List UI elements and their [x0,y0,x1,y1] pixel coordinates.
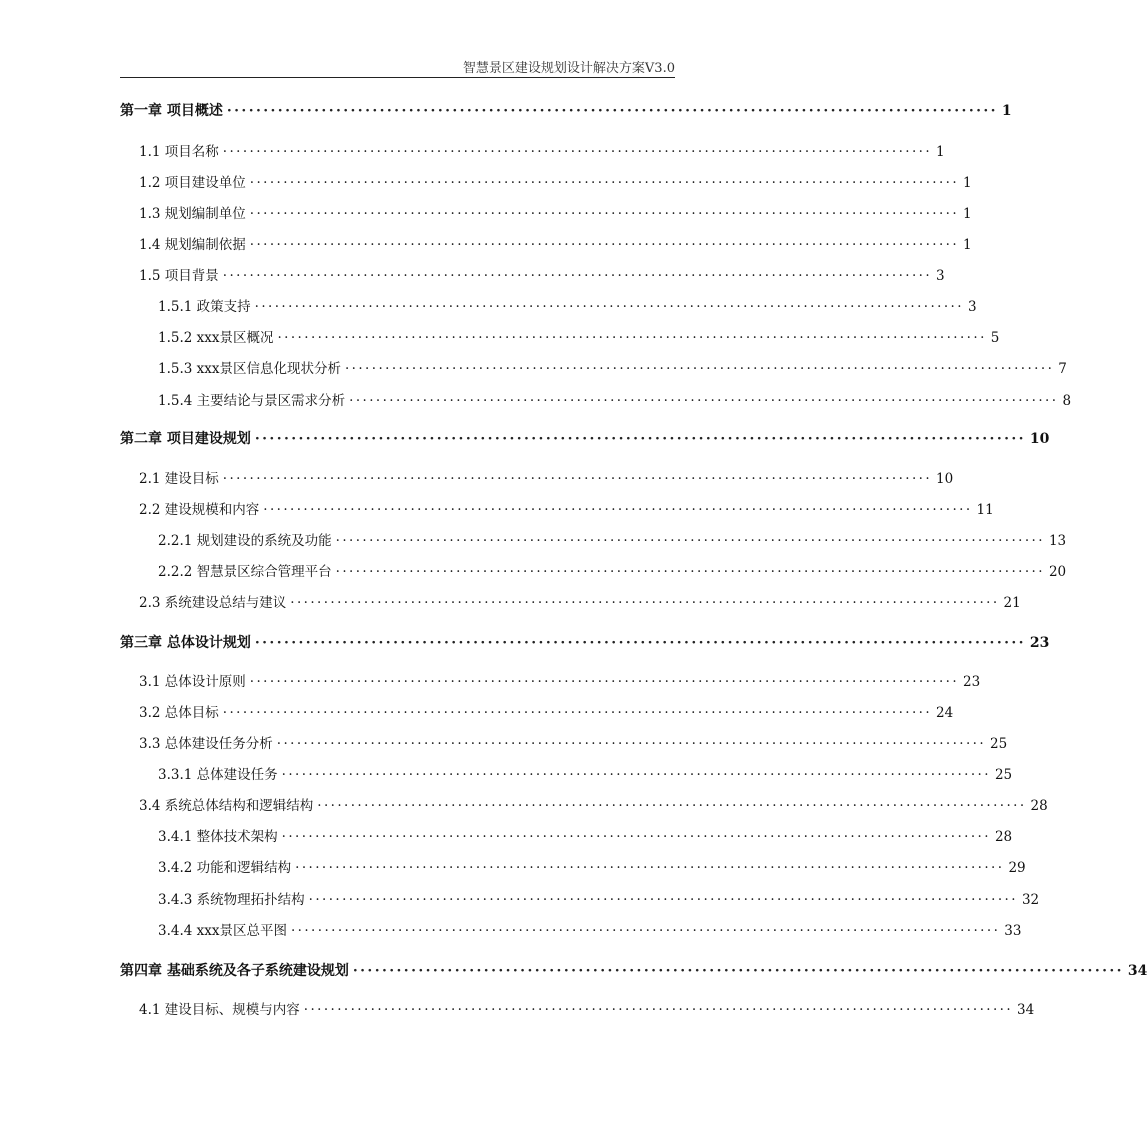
toc-entry-4-1[interactable] [139,999,1035,1021]
toc-page-number: 10 [1029,431,1050,447]
toc-leader-dots: ·········································································································· [222,268,933,284]
toc-entry-label: 1.2 项目建设单位 [139,175,246,191]
toc-page-number: 7 [1058,361,1067,377]
toc-entry-label: 2.2.2 智慧景区综合管理平台 [158,564,332,580]
toc-entry-label: 2.2 建设规模和内容 [139,502,260,518]
toc-entry-label: 1.5.3 xxx景区信息化现状分析 [158,361,341,377]
toc-page-number: 23 [963,674,981,690]
toc-page-number: 25 [990,736,1008,752]
toc-leader-dots: ·········································································································· [249,175,960,191]
toc-leader-dots: ·········································································································· [254,299,964,315]
toc-page-number: 33 [1004,923,1022,939]
toc-page-number: 24 [936,705,954,721]
toc-entry-label: 3.4.4 xxx景区总平图 [158,923,287,939]
toc-entry-2-2-1[interactable] [158,530,1067,552]
toc-entry-label: 1.5.4 主要结论与景区需求分析 [158,393,346,409]
toc-entry-3-4-2[interactable] [158,857,1026,879]
toc-entry-1-1[interactable] [139,141,945,163]
toc-leader-dots: ·········································································································· [249,674,960,690]
toc-page-number: 25 [994,767,1013,783]
toc-entry-3-4[interactable] [139,795,1048,817]
toc-leader-dots: ·········································································································· [226,103,998,119]
toc-entry-2-3[interactable] [139,592,1021,614]
toc-leader-dots: ·········································································································· [335,533,1045,549]
toc-leader-dots: ·········································································································· [222,471,933,487]
toc-page-number: 32 [1021,892,1040,908]
toc-entry-label: 4.1 建设目标、规模与内容 [139,1002,300,1018]
toc-entry-label: 1.5.1 政策支持 [158,299,251,315]
toc-entry-label: 第三章 总体设计规划 [120,635,251,651]
toc-page-number: 1 [963,175,972,191]
toc-entry-2-1[interactable] [139,468,954,490]
toc-page-number: 28 [994,829,1013,845]
toc-entry-label: 第二章 项目建设规划 [120,431,251,447]
toc-page-number: 1 [963,237,972,253]
toc-entry-chapter-2[interactable] [120,428,1050,450]
toc-entry-3-4-4[interactable] [158,920,1022,942]
document-title: 智慧景区建设规划设计解决方案V3.0 [462,61,675,76]
toc-entry-2-2[interactable] [139,499,994,521]
toc-entry-1-5-3[interactable] [158,358,1067,380]
toc-page-number: 1 [1001,103,1012,119]
toc-leader-dots: ·········································································································· [277,330,987,346]
toc-entry-1-3[interactable] [139,203,972,225]
toc-leader-dots: ·········································································································· [290,923,1001,939]
toc-entry-label: 1.4 规划编制依据 [139,237,246,253]
toc-leader-dots: ·········································································································· [281,767,991,783]
toc-page-number: 8 [1062,393,1072,409]
toc-entry-label: 3.4.3 系统物理拓扑结构 [158,892,305,908]
toc-page-number: 20 [1048,564,1067,580]
toc-leader-dots: ·········································································································· [308,892,1018,908]
toc-entry-1-4[interactable] [139,234,972,256]
toc-entry-2-2-2[interactable] [158,561,1067,583]
toc-entry-label: 3.2 总体目标 [139,705,219,721]
toc-page-number: 11 [976,502,994,518]
toc-leader-dots: ·········································································································· [249,237,960,253]
toc-entry-3-3[interactable] [139,733,1008,755]
toc-page-number: 29 [1008,860,1026,876]
toc-leader-dots: ·········································································································· [222,144,933,160]
toc-entry-3-3-1[interactable] [158,764,1013,786]
toc-entry-label: 2.2.1 规划建设的系统及功能 [158,533,332,549]
toc-entry-label: 2.3 系统建设总结与建议 [139,595,287,611]
toc-entry-label: 1.1 项目名称 [139,144,219,160]
toc-leader-dots: ·········································································································· [249,206,960,222]
toc-entry-label: 3.1 总体设计原则 [139,674,246,690]
toc-entry-1-5-1[interactable] [158,296,977,318]
toc-entry-label: 1.5 项目背景 [139,268,219,284]
toc-entry-1-5-4[interactable] [158,390,1072,412]
toc-leader-dots: ·········································································································· [263,502,973,518]
toc-entry-chapter-1[interactable] [120,100,1012,122]
toc-leader-dots: ·········································································································· [254,635,1026,651]
toc-entry-3-2[interactable] [139,702,954,724]
toc-page-number: 21 [1003,595,1021,611]
toc-leader-dots: ·········································································································· [317,798,1027,814]
toc-page-number: 28 [1030,798,1048,814]
toc-entry-label: 1.5.2 xxx景区概况 [158,330,274,346]
toc-entry-chapter-3[interactable] [120,632,1050,654]
toc-page-number: 1 [936,144,945,160]
toc-leader-dots: ·········································································································· [352,963,1124,979]
toc-leader-dots: ·········································································································· [335,564,1045,580]
toc-leader-dots: ·········································································································· [276,736,987,752]
toc-leader-dots: ·········································································································· [303,1002,1014,1018]
toc-entry-1-2[interactable] [139,172,972,194]
toc-entry-label: 2.1 建设目标 [139,471,219,487]
toc-entry-label: 第一章 项目概述 [120,103,223,119]
toc-page-number: 1 [963,206,972,222]
toc-entry-label: 3.4.2 功能和逻辑结构 [158,860,292,876]
toc-page-number: 23 [1029,635,1050,651]
toc-entry-label: 3.4 系统总体结构和逻辑结构 [139,798,314,814]
toc-page-number: 34 [1017,1002,1035,1018]
toc-entry-label: 3.3 总体建设任务分析 [139,736,273,752]
toc-entry-1-5-2[interactable] [158,327,1000,349]
toc-leader-dots: ·········································································································· [222,705,933,721]
toc-entry-label: 3.3.1 总体建设任务 [158,767,278,783]
toc-entry-1-5[interactable] [139,265,945,287]
toc-entry-label: 3.4.1 整体技术架构 [158,829,278,845]
toc-leader-dots: ·········································································································· [295,860,1005,876]
toc-page-number: 3 [936,268,945,284]
toc-leader-dots: ·········································································································· [290,595,1000,611]
toc-page-number: 13 [1048,533,1067,549]
toc-page-number: 3 [967,299,977,315]
toc-page-number: 34 [1127,963,1147,979]
toc-entry-label: 1.3 规划编制单位 [139,206,246,222]
toc-leader-dots: ·········································································································· [349,393,1059,409]
toc-leader-dots: ·········································································································· [344,361,1055,377]
toc-entry-chapter-4[interactable] [120,960,1147,982]
toc-leader-dots: ·········································································································· [281,829,991,845]
toc-page-number: 10 [936,471,954,487]
toc-entry-3-1[interactable] [139,671,981,693]
toc-leader-dots: ·········································································································· [254,431,1026,447]
toc-page-number: 5 [990,330,1000,346]
toc-entry-3-4-3[interactable] [158,889,1040,911]
toc-entry-3-4-1[interactable] [158,826,1013,848]
toc-entry-label: 第四章 基础系统及各子系统建设规划 [120,963,349,979]
